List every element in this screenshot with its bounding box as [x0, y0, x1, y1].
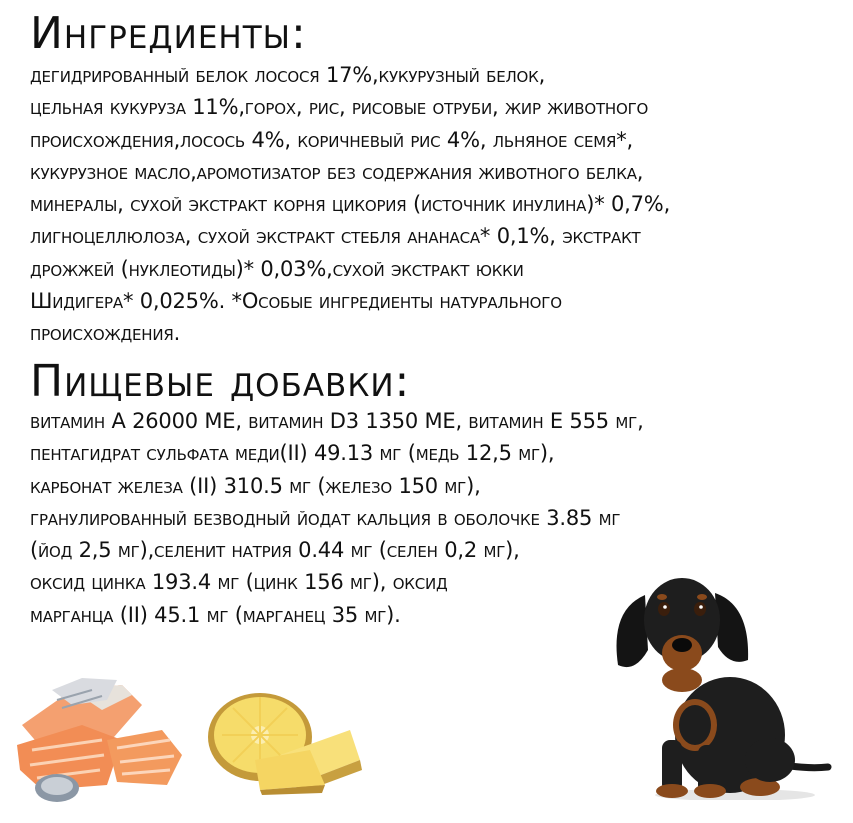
ingredients-line: происхождения,лосось 4%, коричневый рис 4%, льняное семя*,: [30, 127, 633, 152]
additives-line: пентагидрат сульфата меди(II) 49.13 мг (медь 12,5 мг),: [30, 441, 555, 466]
additives-line: витамин А 26000 МЕ, витамин D3 1350 МЕ, витамин Е 555 мг,: [30, 409, 644, 433]
ingredients-line: происхождения.: [30, 321, 181, 346]
ingredients-line: минералы, сухой экстракт корня цикория (источник инулина)* 0,7%,: [30, 192, 671, 217]
additives-line: марганца (II) 45.1 мг (марганец 35 мг).: [30, 602, 401, 627]
ingredients-line: дрожжей (нуклеотиды)* 0,03%,сухой экстракт юкки: [30, 256, 524, 281]
ingredients-line: кукурузное масло,аромотизатор без содержания животного белка,: [30, 159, 644, 184]
additives-line: гранулированный безводный йодат кальция в оболочке 3.85 мг: [30, 505, 621, 530]
additives-title: Пищевые добавки:: [30, 356, 411, 407]
puppy-image: [600, 555, 835, 800]
additives-list: [30, 405, 644, 631]
ingredients-line: цельная кукуруза 11%,горох, рис, рисовые отруби, жир животного: [30, 95, 649, 120]
pineapple-image: [200, 685, 365, 795]
additives-line: (йод 2,5 мг),селенит натрия 0.44 мг (селен 0,2 мг),: [30, 538, 520, 563]
ingredients-line: лигноцеллюлоза, сухой экстракт стебля ананаса* 0,1%, экстракт: [30, 224, 641, 249]
ingredients-line: Шидигера* 0,025%. *Особые ингредиенты натурального: [30, 289, 562, 314]
ingredients-title: Ингредиенты:: [30, 8, 307, 59]
additives-line: оксид цинка 193.4 мг (цинк 156 мг), оксид: [30, 570, 448, 595]
additives-line: карбонат железа (II) 310.5 мг (железо 150 мг),: [30, 473, 481, 498]
ingredients-line: дегидрированный белок лосося 17%,кукурузный белок,: [30, 63, 546, 87]
salmon-image: [12, 670, 187, 805]
ingredients-list: [30, 59, 670, 350]
